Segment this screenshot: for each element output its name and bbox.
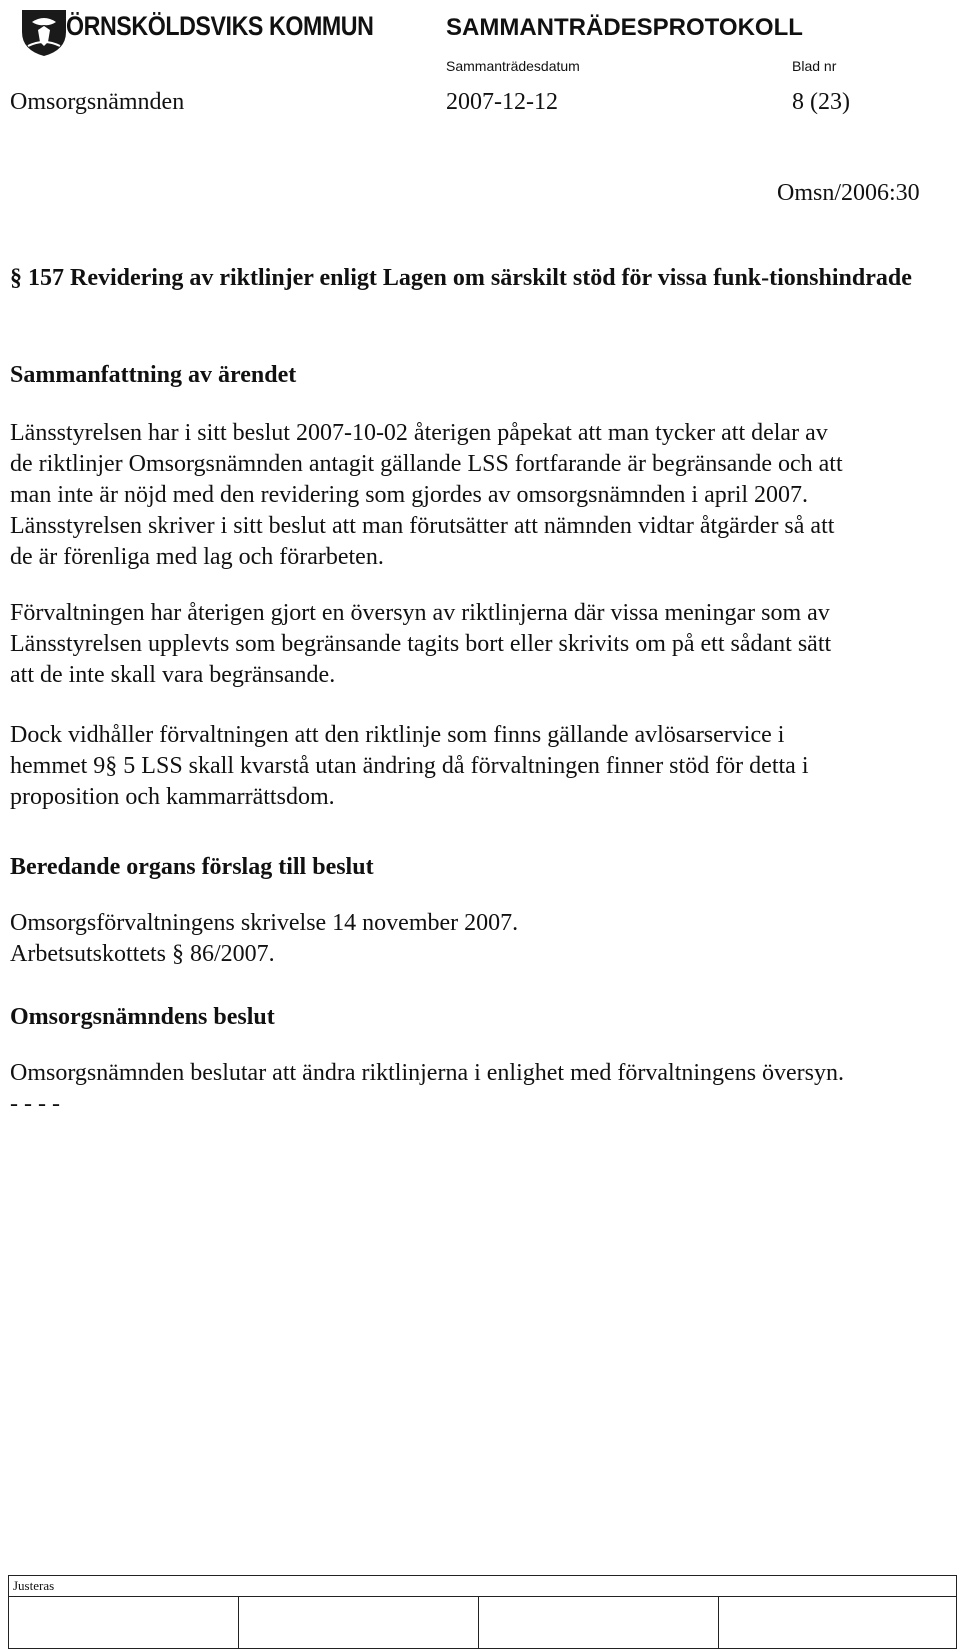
text-line: att de inte skall vara begränsande. [10,662,336,688]
municipality-name: ÖRNSKÖLDSVIKS KOMMUN [66,11,374,41]
decision-heading: Omsorgsnämndens beslut [10,1004,275,1030]
item-title: § 157 Revidering av riktlinjer enligt Lagen om särskilt stöd för vissa funk-tionshindrade [10,265,912,291]
sheet-number: 8 (23) [792,89,850,115]
text-line: proposition och kammarrättsdom. [10,784,335,810]
text-line: de är förenliga med lag och förarbeten. [10,544,384,570]
summary-paragraph [10,418,935,573]
text-line: - - - - [10,1091,60,1117]
proposal-paragraph [10,908,935,970]
case-reference: Omsn/2006:30 [777,180,920,206]
proposal-heading: Beredande organs förslag till beslut [10,854,374,880]
meeting-date: 2007-12-12 [446,89,558,115]
text-line: Dock vidhåller förvaltningen att den riktlinje som finns gällande avlösarservice i [10,722,785,748]
signature-cell-divider [478,1596,479,1648]
document-type: SAMMANTRÄDESPROTOKOLL [446,14,803,41]
signature-divider [9,1596,956,1597]
text-line: Omsorgsnämnden beslutar att ändra riktlinjerna i enlighet med förvaltningens översyn. [10,1060,845,1086]
signature-table [8,1575,957,1649]
text-line: Arbetsutskottets § 86/2007. [10,941,275,967]
text-line: Länsstyrelsen skriver i sitt beslut att man förutsätter att nämnden vidtar åtgärder så att [10,513,835,539]
signature-cell-divider [718,1596,719,1648]
signature-label: Justeras [13,1578,55,1593]
text-line: man inte är nöjd med den revidering som gjordes av omsorgsnämnden i april 2007. [10,482,809,508]
text-line: de riktlinjer Omsorgsnämnden antagit gällande LSS fortfarande är begränsande och att [10,451,843,477]
sheet-number-label: Blad nr [792,58,837,74]
text-line: Förvaltningen har återigen gjort en översyn av riktlinjerna där vissa meningar som av [10,600,830,626]
text-line: hemmet 9§ 5 LSS skall kvarstå utan ändring då förvaltningen finner stöd för detta i [10,753,809,779]
text-line: Omsorgsförvaltningens skrivelse 14 november 2007. [10,910,519,936]
signature-cell-divider [238,1596,239,1648]
meeting-date-label: Sammanträdesdatum [446,58,580,74]
municipality-logo [18,6,70,58]
text-line: Länsstyrelsen upplevts som begränsande tagits bort eller skrivits om på ett sådant sätt [10,631,832,657]
summary-heading: Sammanfattning av ärendet [10,362,297,388]
text-line: Länsstyrelsen har i sitt beslut 2007-10-02 återigen påpekat att man tycker att delar av [10,420,828,446]
retain-paragraph [10,720,935,813]
committee-name: Omsorgsnämnden [10,89,185,115]
decision-paragraph [10,1058,935,1120]
review-paragraph [10,598,935,691]
